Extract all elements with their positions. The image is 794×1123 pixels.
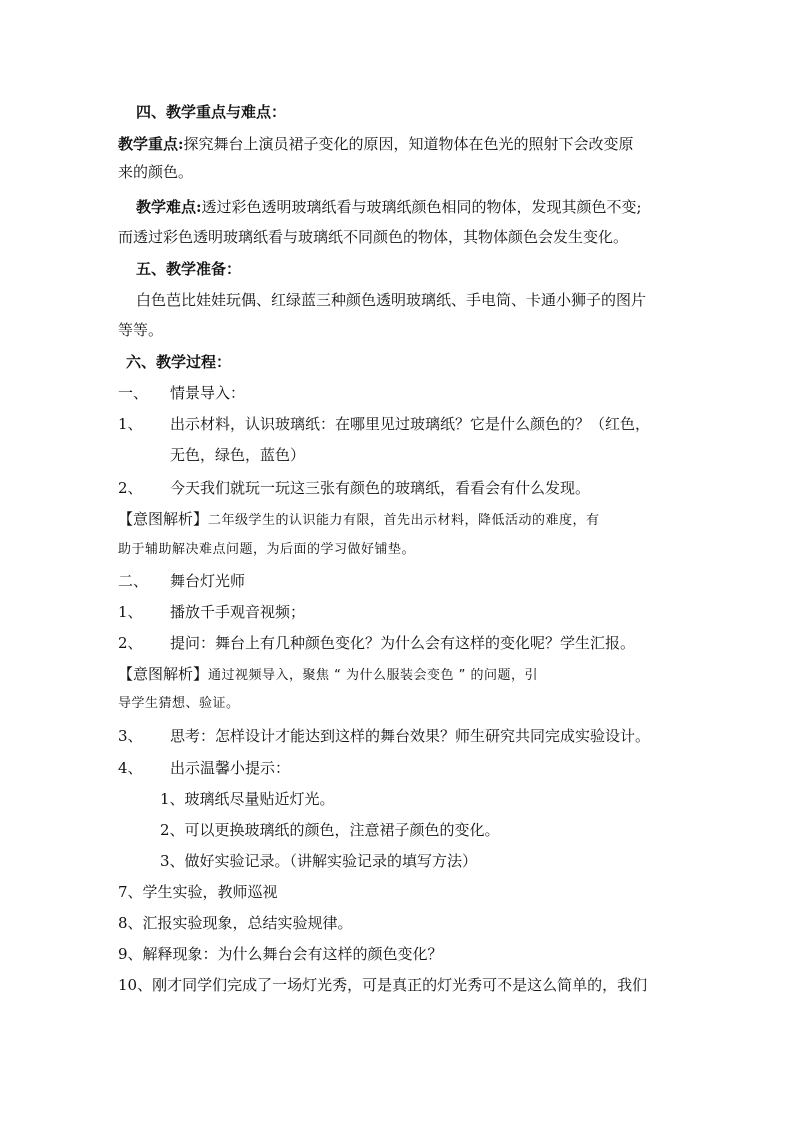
stage-step-3-number: 3、 bbox=[118, 727, 143, 745]
preparation-text-cont: 等等。 bbox=[118, 321, 164, 339]
difficulty-label: 教学难点: bbox=[136, 198, 202, 216]
step-7: 7、学生实验，教师巡视 bbox=[118, 883, 278, 901]
difficulty-text-cont: 而透过彩色透明玻璃纸看与玻璃纸不同颜色的物体，其物体颜色会发生变化。 bbox=[118, 228, 629, 246]
intent-text-2: 通过视频导入，聚焦 “ 为什么服装会变色 ” 的问题，引 bbox=[208, 668, 539, 683]
stage-step-4-number: 4、 bbox=[118, 759, 143, 777]
intent-text: 二年级学生的认识能力有限，首先出示材料，降低活动的难度，有 bbox=[208, 513, 600, 528]
section-heading-preparation: 五、教学准备： bbox=[136, 260, 242, 278]
stage-step-2-text: 提问：舞台上有几种颜色变化？为什么会有这样的变化呢？学生汇报。 bbox=[170, 634, 636, 652]
difficulty-text: 透过彩色透明玻璃纸看与玻璃纸颜色相同的物体，发现其颜色不变; bbox=[201, 198, 642, 216]
step-10: 10、刚才同学们完成了一场灯光秀，可是真正的灯光秀可不是这么简单的，我们 bbox=[118, 976, 648, 994]
intent-analysis-2 bbox=[118, 664, 538, 686]
intent-analysis-2-cont: 导学生猜想、验证。 bbox=[118, 696, 240, 711]
key-point-text-cont: 来的颜色。 bbox=[118, 163, 194, 181]
difficulty-paragraph bbox=[136, 197, 642, 217]
tip-1: 1、玻璃纸尽量贴近灯光。 bbox=[160, 790, 335, 808]
part-two-number: 二、 bbox=[118, 572, 149, 590]
step-2-number: 2、 bbox=[118, 479, 143, 497]
intent-label-2: 【意图解析】 bbox=[118, 665, 209, 683]
stage-step-3-text: 思考：怎样设计才能达到这样的舞台效果？师生研究共同完成实验设计。 bbox=[170, 727, 651, 745]
step-8: 8、汇报实验现象，总结实验规律。 bbox=[118, 914, 353, 932]
key-point-paragraph bbox=[118, 134, 634, 154]
part-one-number: 一、 bbox=[118, 384, 149, 402]
step-1-number: 1、 bbox=[118, 415, 143, 433]
stage-step-4-text: 出示温馨小提示： bbox=[170, 759, 291, 777]
tip-2: 2、可以更换玻璃纸的颜色，注意裙子颜色的变化。 bbox=[160, 821, 500, 839]
step-9: 9、解释现象：为什么舞台会有这样的颜色变化？ bbox=[118, 945, 443, 963]
intent-label: 【意图解析】 bbox=[118, 510, 209, 528]
part-one-title: 情景导入： bbox=[170, 384, 246, 402]
key-point-text: 探究舞台上演员裙子变化的原因，知道物体在色光的照射下会改变原 bbox=[183, 135, 634, 153]
step-1-text-cont: 无色，绿色，蓝色） bbox=[170, 446, 306, 464]
intent-analysis-1 bbox=[118, 509, 600, 531]
step-2-text: 今天我们就玩一玩这三张有颜色的玻璃纸，看看会有什么发现。 bbox=[170, 479, 591, 497]
section-heading-key-points: 四、教学重点与难点： bbox=[136, 103, 287, 121]
step-1-text: 出示材料，认识玻璃纸：在哪里见过玻璃纸？它是什么颜色的？（红色， bbox=[170, 415, 651, 433]
preparation-text: 白色芭比娃娃玩偶、红绿蓝三种颜色透明玻璃纸、手电筒、卡通小狮子的图片 bbox=[136, 291, 647, 309]
stage-step-1-number: 1、 bbox=[118, 603, 143, 621]
tip-3: 3、做好实验记录。（讲解实验记录的填写方法） bbox=[160, 852, 478, 870]
section-heading-process: 六、教学过程： bbox=[126, 353, 232, 371]
part-two-title: 舞台灯光师 bbox=[170, 572, 246, 590]
key-point-label: 教学重点: bbox=[118, 135, 184, 153]
intent-analysis-1-cont: 助于辅助解决难点问题，为后面的学习做好铺垫。 bbox=[118, 542, 416, 557]
stage-step-1-text: 播放千手观音视频； bbox=[170, 603, 306, 621]
stage-step-2-number: 2、 bbox=[118, 634, 143, 652]
